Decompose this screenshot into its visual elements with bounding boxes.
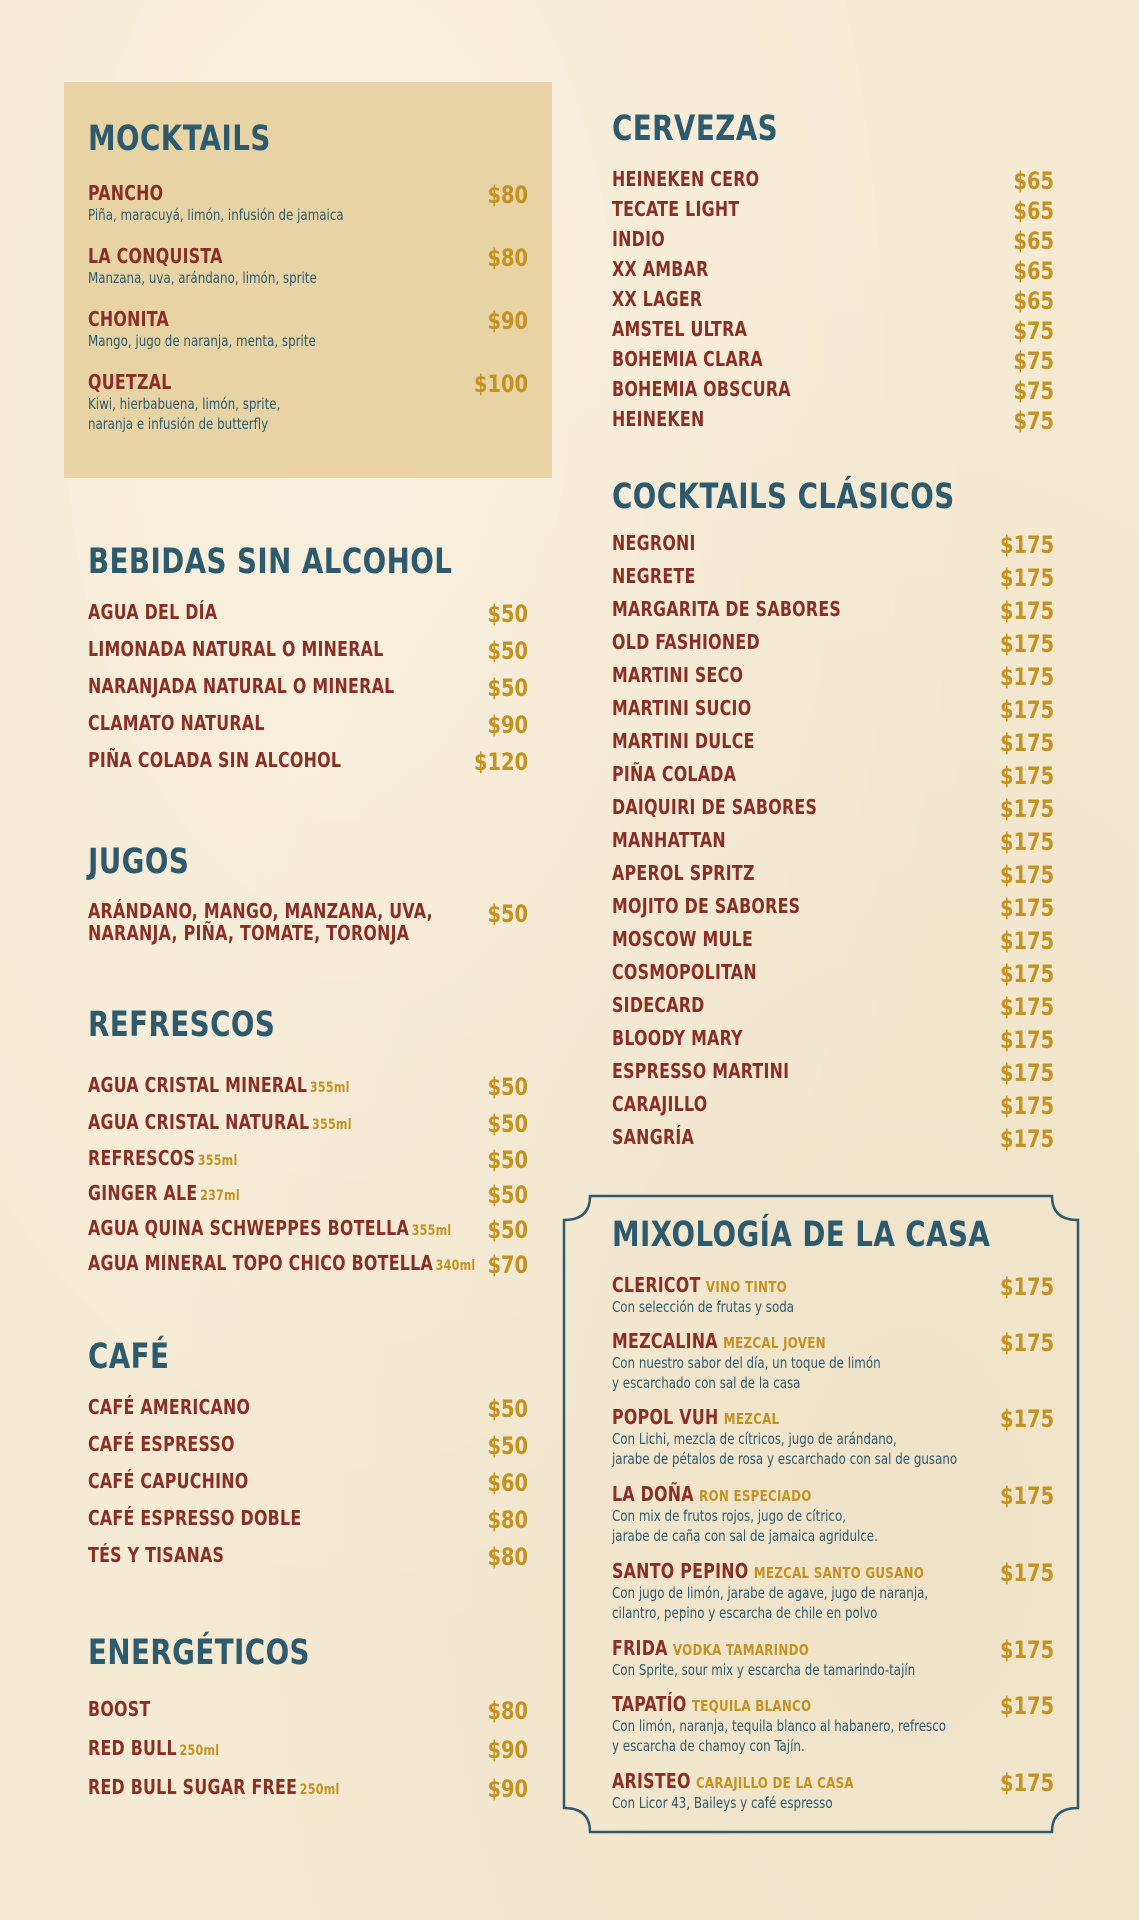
menu-item [612,1273,1054,1329]
menu-item [88,1110,528,1146]
item-price: $175 [999,762,1054,790]
item-price: $100 [473,370,528,398]
item-description: Kiwi, hierbabuena, limón, sprite, [88,395,281,413]
menu-item [88,1736,528,1775]
item-price: $175 [999,993,1054,1021]
item-name: LA DOÑA RON ESPECIADO [612,1482,812,1506]
item-price: $50 [487,637,528,665]
menu-item [612,1059,1054,1092]
item-price: $175 [999,531,1054,559]
menu-item [88,1506,528,1543]
menu-item [88,1543,528,1580]
item-name: APEROL SPRITZ [612,861,755,885]
item-spirit: RON ESPECIADO [699,1487,812,1505]
item-name: QUETZAL [88,370,172,394]
item-volume: 355ml [311,1117,352,1133]
menu-item [88,1395,528,1432]
energeticos-section [64,1633,552,1814]
menu-item [88,181,528,244]
item-name: MEZCALINA MEZCAL JOVEN [612,1329,826,1353]
item-description: Con Licor 43, Baileys y café espresso [612,1794,833,1812]
menu-item [612,1692,1054,1769]
item-price: $175 [999,663,1054,691]
item-description: Con jugo de limón, jarabe de agave, jugo de naranja, [612,1584,929,1602]
item-name: COSMOPOLITAN [612,960,757,984]
menu-item [88,1251,528,1286]
menu-item [88,748,528,785]
item-name: TECATE LIGHT [612,197,740,221]
menu-item [88,1469,528,1506]
item-price: $60 [487,1469,528,1497]
item-name: INDIO [612,227,665,251]
item-price: $75 [1013,317,1054,345]
item-price: $175 [999,1059,1054,1087]
cocktails-section [588,477,1074,1158]
item-name: CARAJILLO [612,1092,708,1116]
item-price: $65 [1013,167,1054,195]
item-name: MARTINI DULCE [612,729,755,753]
item-name: GINGER ALE 237ml [88,1181,240,1205]
menu-item [612,197,1054,227]
item-price: $50 [487,900,528,928]
menu-item [612,531,1054,564]
item-name: AMSTEL ULTRA [612,317,748,341]
item-name: PIÑA COLADA [612,762,737,786]
cafe-title: CAFÉ [88,1337,170,1377]
menu-item [88,1432,528,1469]
item-price: $90 [487,711,528,739]
item-volume: 355ml [309,1080,350,1096]
item-name: HEINEKEN [612,407,705,431]
item-name: SIDECARD [612,993,705,1017]
menu-item [612,1769,1054,1819]
menu-item [612,317,1054,347]
item-name: CAFÉ AMERICANO [88,1395,251,1419]
menu-item [612,347,1054,377]
item-price: $175 [999,960,1054,988]
menu-item [612,287,1054,317]
menu-item [612,257,1054,287]
mixologia-section [588,1215,1074,1819]
item-price: $175 [999,894,1054,922]
item-spirit: VODKA TAMARINDO [672,1641,810,1659]
item-price: $65 [1013,197,1054,225]
item-price: $175 [999,1405,1054,1433]
item-name: FRIDA VODKA TAMARINDO [612,1636,810,1660]
menu-item [88,637,528,674]
item-name: NEGRETE [612,564,696,588]
item-price: $175 [999,1329,1054,1357]
item-price: $175 [999,1769,1054,1797]
item-name: MANHATTAN [612,828,726,852]
bebidas-section [64,542,552,785]
item-description: Piña, maracuyá, limón, infusión de jamaica [88,206,344,224]
menu-item [612,1636,1054,1692]
item-description: Con Lichi, mezcla de cítricos, jugo de arándano, [612,1430,897,1448]
item-price: $80 [487,244,528,272]
menu-item [612,663,1054,696]
mixologia-title: MIXOLOGÍA DE LA CASA [612,1215,991,1255]
item-name: MARTINI SECO [612,663,744,687]
menu-item [88,244,528,307]
energeticos-title: ENERGÉTICOS [88,1633,310,1673]
item-price: $175 [999,729,1054,757]
item-volume: 355ml [197,1153,238,1169]
item-description-line2: jarabe de pétalos de rosa y escarchado con sal de gusano [612,1450,958,1468]
item-price: $65 [1013,257,1054,285]
item-price: $80 [487,1697,528,1725]
item-price: $90 [487,307,528,335]
menu-item [612,828,1054,861]
cocktails-title: COCKTAILS CLÁSICOS [612,477,955,517]
menu-item [612,1026,1054,1059]
item-name: DAIQUIRI DE SABORES [612,795,818,819]
item-description-line2: jarabe de caña con sal de jamaica agridulce. [612,1527,878,1545]
menu-item [612,1092,1054,1125]
item-spirit: MEZCAL JOVEN [723,1334,826,1352]
item-description: Mango, jugo de naranja, menta, sprite [88,332,316,350]
item-volume: 250ml [179,1743,220,1759]
item-price: $50 [487,1395,528,1423]
menu-item [612,407,1054,437]
item-spirit: MEZCAL [723,1410,780,1428]
item-name: XX AMBAR [612,257,709,281]
item-name: TÉS Y TISANAS [88,1543,225,1567]
cervezas-title: CERVEZAS [612,109,779,149]
item-price: $175 [999,564,1054,592]
item-spirit: CARAJILLO DE LA CASA [695,1774,854,1792]
menu-item [612,564,1054,597]
item-price: $50 [487,1181,528,1209]
item-price: $175 [999,1692,1054,1720]
item-price: $90 [487,1736,528,1764]
menu-item [612,227,1054,257]
menu-item [88,600,528,637]
item-price: $175 [999,1273,1054,1301]
item-price: $50 [487,1216,528,1244]
item-price: $175 [999,1092,1054,1120]
item-name: BOHEMIA CLARA [612,347,763,371]
item-volume: 237ml [200,1188,240,1204]
item-price: $65 [1013,287,1054,315]
item-name: XX LAGER [612,287,703,311]
item-name: NARANJADA NATURAL O MINERAL [88,674,395,698]
item-name: NEGRONI [612,531,696,555]
item-name: CAFÉ ESPRESSO [88,1432,235,1456]
menu-item [612,762,1054,795]
menu-item [612,861,1054,894]
item-description-line2: y escarcha de chamoy con Tajín. [612,1737,805,1755]
item-name: SANGRÍA [612,1125,695,1149]
item-name: AGUA QUINA SCHWEPPES BOTELLA 355ml [88,1216,452,1240]
menu-item [88,674,528,711]
menu-item [612,1125,1054,1158]
item-description: Con selección de frutas y soda [612,1298,795,1316]
item-price: $175 [999,630,1054,658]
menu-item [88,711,528,748]
item-price: $80 [487,181,528,209]
item-name: CLAMATO NATURAL [88,711,265,735]
item-description-line2: cilantro, pepino y escarcha de chile en polvo [612,1604,878,1622]
item-name: AGUA CRISTAL NATURAL 355ml [88,1110,352,1134]
item-name: BOOST [88,1697,151,1721]
item-name: BLOODY MARY [612,1026,743,1050]
item-volume: 250ml [299,1782,340,1798]
item-description-line2: naranja e infusión de butterfly [88,415,269,433]
item-price: $175 [999,795,1054,823]
item-spirit: VINO TINTO [705,1278,787,1296]
menu-item [88,370,528,440]
item-price: $175 [999,927,1054,955]
menu-item [612,630,1054,663]
mocktails-section [64,119,552,440]
refrescos-title: REFRESCOS [88,1005,276,1045]
item-name: PANCHO [88,181,164,205]
item-name: MARTINI SUCIO [612,696,752,720]
menu-item [612,696,1054,729]
item-price: $75 [1013,377,1054,405]
menu-item [88,1146,528,1181]
item-price: $80 [487,1543,528,1571]
mocktails-title: MOCKTAILS [88,119,271,159]
item-price: $175 [999,1482,1054,1510]
item-name: LIMONADA NATURAL O MINERAL [88,637,384,661]
item-name: SANTO PEPINO MEZCAL SANTO GUSANO [612,1559,925,1583]
menu-item [612,729,1054,762]
item-name: CHONITA [88,307,170,331]
cervezas-section [588,109,1074,437]
menu-item [612,1329,1054,1405]
menu-item [612,795,1054,828]
item-description: Con limón, naranja, tequila blanco al habanero, refresco [612,1717,947,1735]
item-description: Con Sprite, sour mix y escarcha de tamarindo-tajín [612,1661,916,1679]
item-price: $175 [999,861,1054,889]
item-price: $50 [487,1073,528,1101]
menu-item [612,927,1054,960]
item-volume: 340ml [435,1258,476,1274]
item-price: $75 [1013,347,1054,375]
jugos-line1: ARÁNDANO, MANGO, MANZANA, UVA, [88,899,433,923]
item-price: $50 [487,600,528,628]
item-spirit: MEZCAL SANTO GUSANO [753,1564,925,1582]
item-name: CAFÉ CAPUCHINO [88,1469,249,1493]
item-name: CLERICOT VINO TINTO [612,1273,787,1297]
item-price: $80 [487,1506,528,1534]
item-spirit: TEQUILA BLANCO [691,1697,812,1715]
item-price: $175 [999,597,1054,625]
menu-item [612,993,1054,1026]
item-price: $175 [999,1559,1054,1587]
menu-item [88,1181,528,1216]
item-name: AGUA MINERAL TOPO CHICO BOTELLA 340ml [88,1251,476,1275]
item-price: $50 [487,1146,528,1174]
item-name: BOHEMIA OBSCURA [612,377,791,401]
item-description: Con mix de frutos rojos, jugo de cítrico, [612,1507,846,1525]
menu-item [88,1073,528,1110]
cafe-section [64,1337,552,1580]
item-description-line2: y escarchado con sal de la casa [612,1374,801,1392]
item-price: $50 [487,674,528,702]
item-name: MARGARITA DE SABORES [612,597,842,621]
item-price: $65 [1013,227,1054,255]
jugos-section [64,842,552,945]
item-price: $50 [487,1110,528,1138]
item-name: POPOL VUH MEZCAL [612,1405,780,1429]
menu-item [88,1697,528,1736]
item-description: Manzana, uva, arándano, limón, sprite [88,269,317,287]
item-name: RED BULL 250ml [88,1736,220,1760]
item-name: MOJITO DE SABORES [612,894,801,918]
item-name: RED BULL SUGAR FREE 250ml [88,1775,340,1799]
item-name: LA CONQUISTA [88,244,223,268]
refrescos-section [64,1005,552,1286]
item-price: $175 [999,828,1054,856]
item-price: $75 [1013,407,1054,435]
item-name: TAPATÍO TEQUILA BLANCO [612,1692,812,1716]
item-price: $120 [473,748,528,776]
menu-item [88,1775,528,1814]
item-name: MOSCOW MULE [612,927,754,951]
item-name: CAFÉ ESPRESSO DOBLE [88,1506,302,1530]
item-description: Con nuestro sabor del día, un toque de limón [612,1354,881,1372]
item-name: REFRESCOS 355ml [88,1146,238,1170]
menu-item [612,167,1054,197]
menu-item [612,377,1054,407]
item-price: $70 [487,1251,528,1279]
item-price: $175 [999,1125,1054,1153]
item-volume: 355ml [411,1223,452,1239]
bebidas-title: BEBIDAS SIN ALCOHOL [88,542,453,582]
item-price: $175 [999,1636,1054,1664]
menu-item [88,1216,528,1251]
menu-item [612,1405,1054,1482]
menu-item [612,960,1054,993]
menu-item [88,307,528,370]
item-price: $50 [487,1432,528,1460]
menu-item [612,1559,1054,1636]
item-name: HEINEKEN CERO [612,167,760,191]
menu-item [88,900,528,944]
menu-item [612,597,1054,630]
item-name: OLD FASHIONED [612,630,760,654]
menu-item [612,1482,1054,1559]
item-name: AGUA DEL DÍA [88,600,218,624]
item-name: PIÑA COLADA SIN ALCOHOL [88,748,342,772]
item-name: ESPRESSO MARTINI [612,1059,790,1083]
item-price: $175 [999,1026,1054,1054]
jugos-line2: NARANJA, PIÑA, TOMATE, TORONJA [88,921,410,945]
item-name: ARISTEO CARAJILLO DE LA CASA [612,1769,854,1793]
item-name: AGUA CRISTAL MINERAL 355ml [88,1073,350,1097]
item-price: $175 [999,696,1054,724]
jugos-title: JUGOS [88,842,190,882]
menu-item [612,894,1054,927]
item-price: $90 [487,1775,528,1803]
